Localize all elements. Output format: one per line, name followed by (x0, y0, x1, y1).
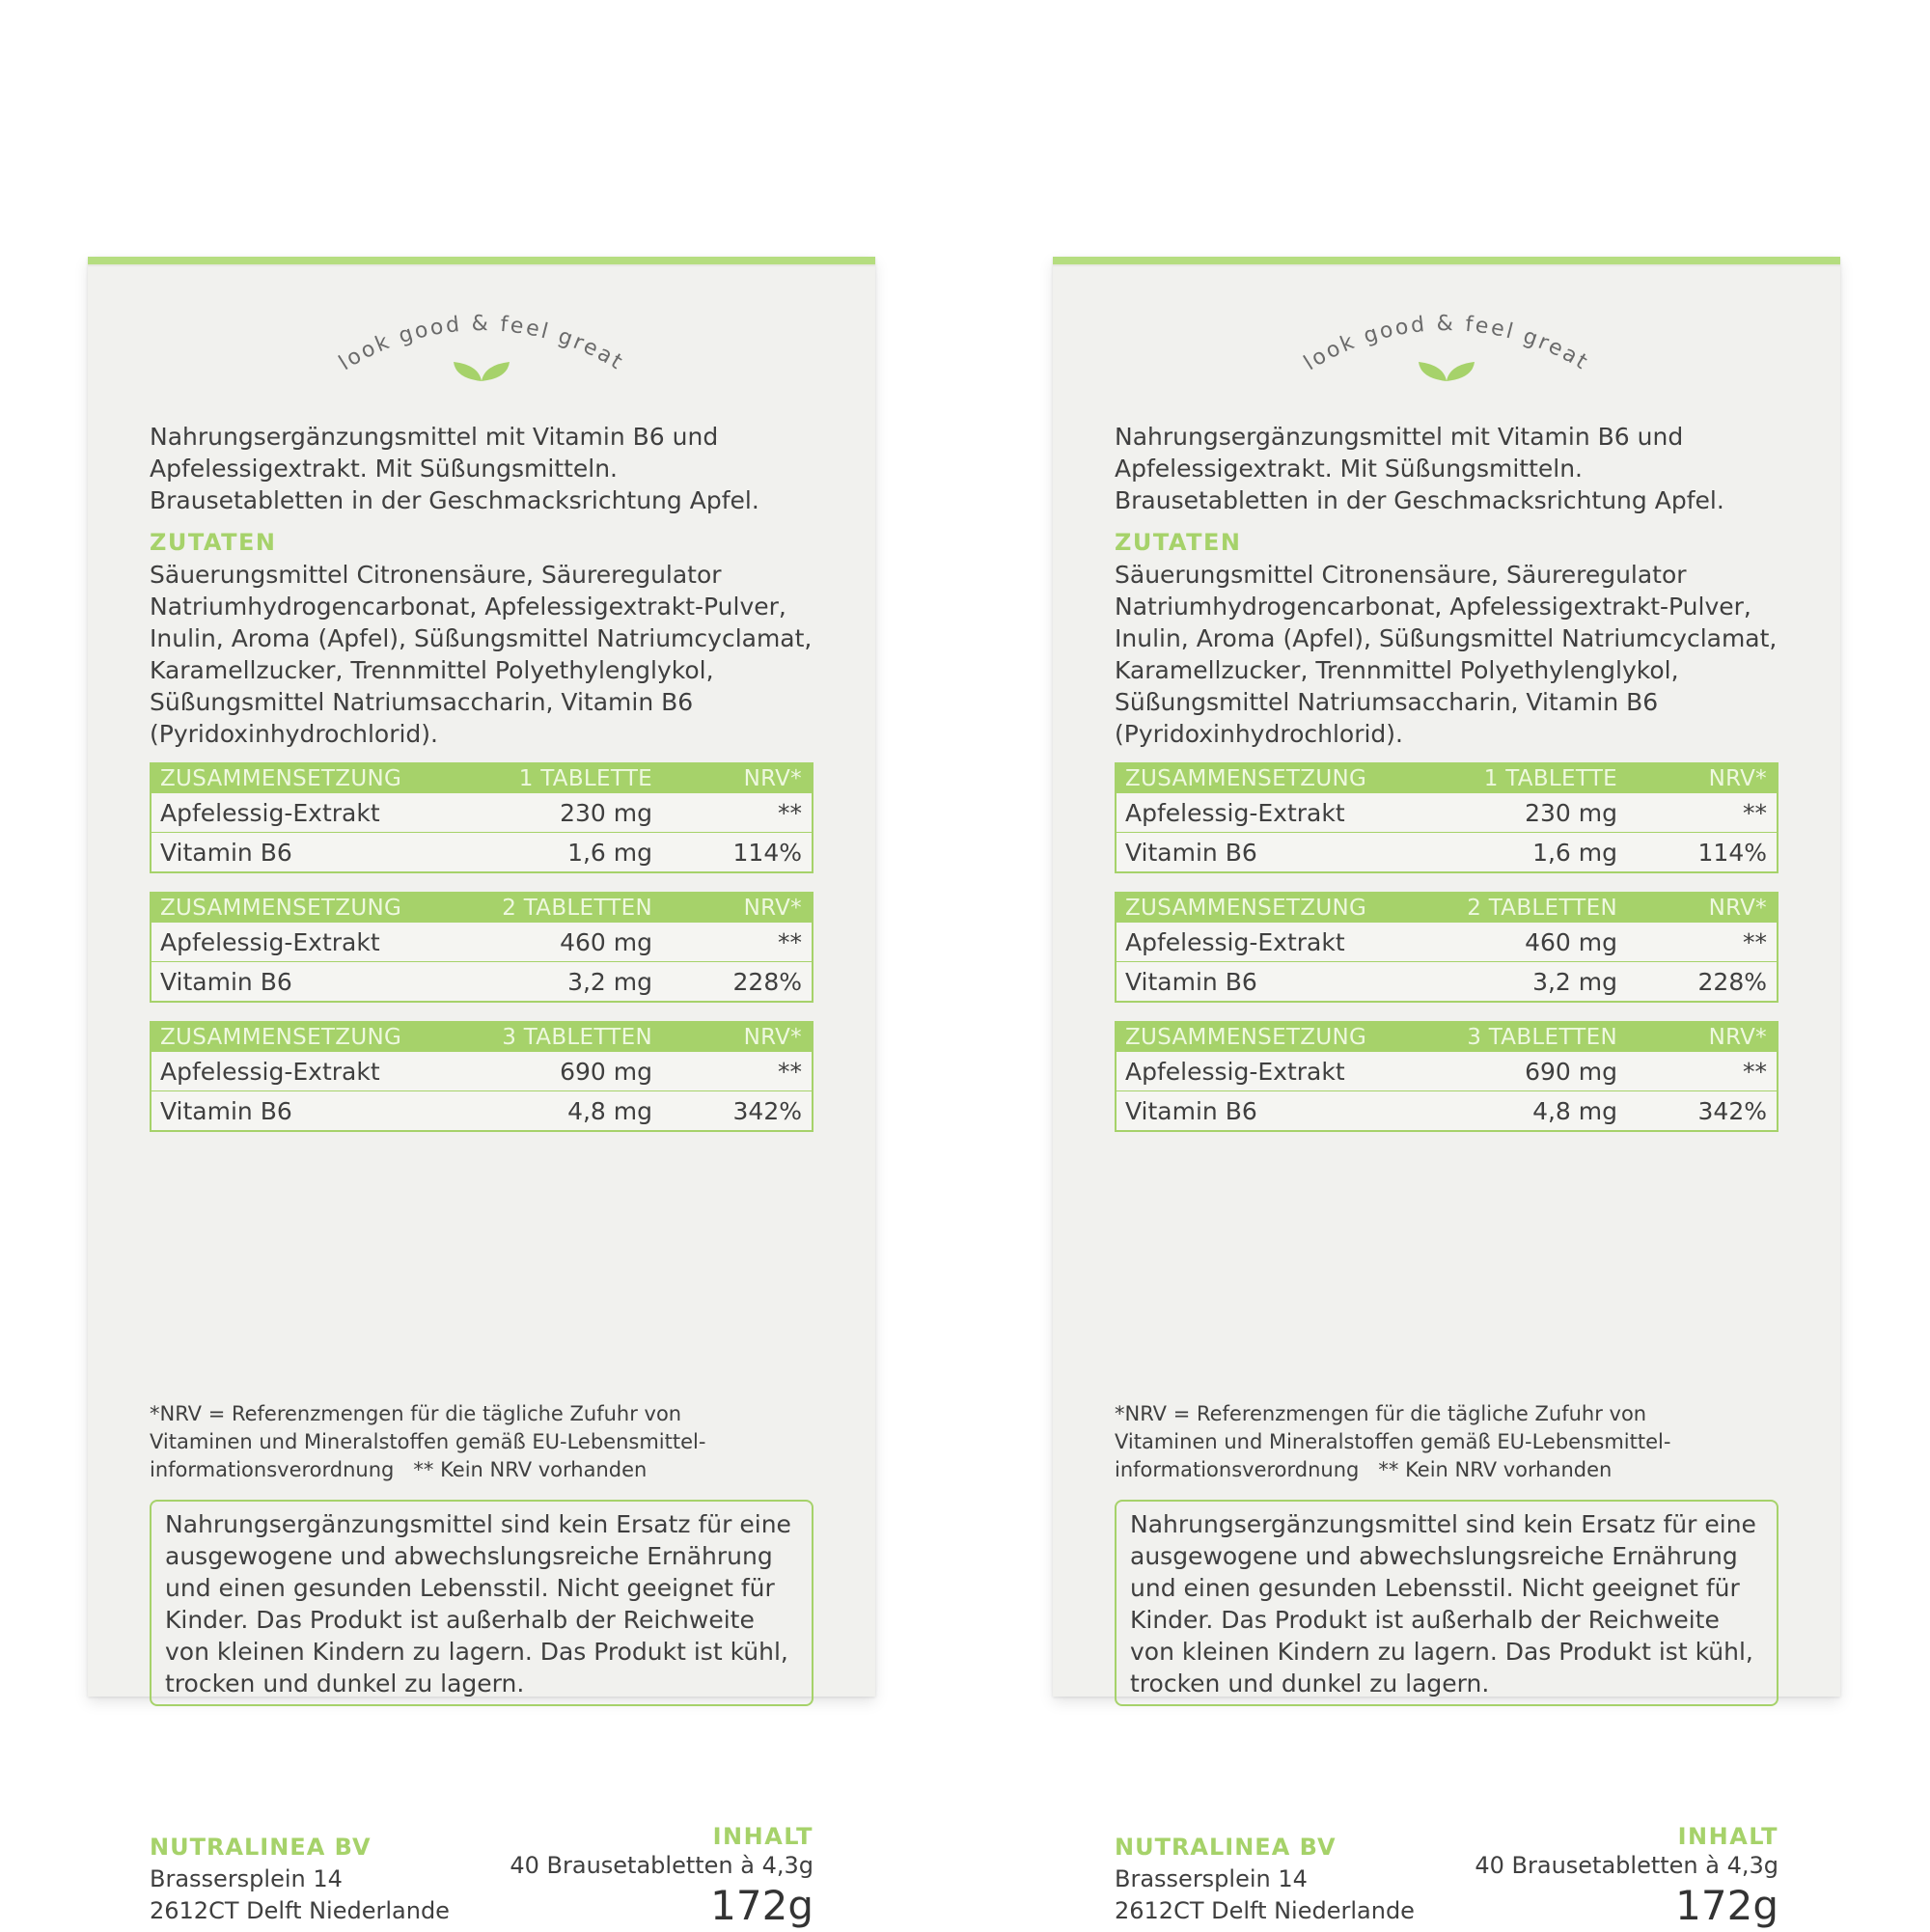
nrv-footnote (150, 1400, 813, 1484)
contents-label: INHALT (712, 1823, 813, 1850)
nutrient-amount: 4,8 mg (1532, 1096, 1617, 1125)
nutrient-name: Apfelessig-Extrakt (1125, 798, 1345, 827)
nutrient-nrv: 342% (732, 1096, 802, 1125)
slogan-logo (1053, 257, 1840, 392)
leaf-icon (454, 362, 510, 381)
footnote-line (1115, 1456, 1778, 1484)
nutrient-amount: 1,6 mg (1532, 838, 1617, 867)
nrv-footnote (1115, 1400, 1778, 1484)
nutrition-table-3-tablets (150, 1021, 813, 1132)
footnote-no-nrv: ** Kein NRV vorhanden (1378, 1458, 1613, 1481)
nutrient-nrv: 114% (732, 838, 802, 867)
company-street: Brassersplein 14 (1115, 1865, 1308, 1892)
nutrient-amount: 690 mg (560, 1057, 652, 1086)
slogan-logo (88, 257, 875, 392)
nutrient-name: Apfelessig-Extrakt (160, 1057, 380, 1086)
nutrient-amount: 230 mg (560, 798, 652, 827)
nutrient-name: Vitamin B6 (1125, 838, 1257, 867)
warning-notice: Nahrungsergänzungsmittel sind kein Ersatz für eine ausgewogene und abwechslungsreiche Ernährung und einen gesunden Lebensstil. Nicht geeignet für Kinder. Das Produkt ist außerhalb der Reichweite von kleinen Kindern zu lagern. Das Produkt ist kühl, trocken und dunkel zu lagern. (1115, 1500, 1778, 1706)
product-box-back-left (88, 257, 875, 1929)
nutrient-amount: 460 mg (560, 927, 652, 956)
company-street: Brassersplein 14 (150, 1865, 343, 1892)
nutrient-nrv: ** (1743, 1057, 1767, 1086)
ingredients-list: Säuerungsmittel Citronensäure, Säureregulator Natriumhydrogencarbonat, Apfelessigextrakt-Pulver, Inulin, Aroma (Apfel), Süßungsmittel Natriumcyclamat, Karamellzucker, Trennmittel Polyethylenglykol, Süßungsmittel Natriumsaccharin, Vitamin B6 (Pyridoxinhydrochlorid). (150, 561, 813, 748)
contents-description: 40 Brausetabletten à 4,3g (510, 1852, 813, 1879)
footnote-text: informationsverordnung (150, 1458, 395, 1481)
header-composition: ZUSAMMENSETZUNG (1125, 1025, 1367, 1050)
nutrient-nrv: ** (778, 927, 802, 956)
header-composition: ZUSAMMENSETZUNG (1125, 896, 1367, 921)
table-row (1117, 1091, 1777, 1130)
table-row (152, 1091, 812, 1130)
company-name: NUTRALINEA BV (150, 1834, 372, 1861)
warning-notice: Nahrungsergänzungsmittel sind kein Ersatz für eine ausgewogene und abwechslungsreiche Ernährung und einen gesunden Lebensstil. Nicht geeignet für Kinder. Das Produkt ist außerhalb der Reichweite von kleinen Kindern zu lagern. Das Produkt ist kühl, trocken und dunkel zu lagern. (150, 1500, 813, 1706)
header-dose: 1 TABLETTE (1483, 766, 1617, 791)
table-header (1117, 894, 1777, 923)
footnote-text: informationsverordnung (1115, 1458, 1360, 1481)
footnote-line: Vitaminen und Mineralstoffen gemäß EU-Lebensmittel- (1115, 1430, 1671, 1453)
header-nrv: NRV* (1708, 766, 1767, 791)
nutrient-amount: 1,6 mg (567, 838, 652, 867)
nutrition-table-3-tablets (1115, 1021, 1778, 1132)
table-header (1117, 1023, 1777, 1052)
table-row (1117, 1052, 1777, 1091)
table-row (1117, 962, 1777, 1001)
nutrient-nrv: 342% (1697, 1096, 1767, 1125)
nutrition-table-2-tablets (150, 892, 813, 1003)
nutrition-table-2-tablets (1115, 892, 1778, 1003)
slogan-text: look good & feel great (334, 312, 628, 376)
header-dose: 2 TABLETTEN (1467, 896, 1617, 921)
nutrient-name: Apfelessig-Extrakt (160, 798, 380, 827)
footnote-line: *NRV = Referenzmengen für die tägliche Zufuhr von (1115, 1402, 1647, 1425)
table-row (1117, 923, 1777, 962)
company-city: 2612CT Delft Niederlande (1115, 1897, 1415, 1924)
header-dose: 2 TABLETTEN (502, 896, 652, 921)
nutrient-amount: 4,8 mg (567, 1096, 652, 1125)
net-weight: 172g (710, 1882, 813, 1929)
product-description: Nahrungsergänzungsmittel mit Vitamin B6 und Apfelessigextrakt. Mit Süßungsmitteln. Brausetabletten in der Geschmacksrichtung Apfel. (1115, 423, 1724, 514)
nutrient-amount: 460 mg (1525, 927, 1617, 956)
nutrient-name: Vitamin B6 (160, 967, 292, 996)
nutrient-nrv: 114% (1697, 838, 1767, 867)
footnote-line: *NRV = Referenzmengen für die tägliche Zufuhr von (150, 1402, 682, 1425)
nutrient-nrv: ** (778, 1057, 802, 1086)
footnote-line: Vitaminen und Mineralstoffen gemäß EU-Lebensmittel- (150, 1430, 706, 1453)
contents-label: INHALT (1677, 1823, 1778, 1850)
table-header (152, 764, 812, 793)
footnote-line (150, 1456, 813, 1484)
contents-description: 40 Brausetabletten à 4,3g (1475, 1852, 1778, 1879)
header-composition: ZUSAMMENSETZUNG (160, 766, 402, 791)
product-box-back-right (1053, 257, 1840, 1929)
header-composition: ZUSAMMENSETZUNG (160, 1025, 402, 1050)
nutrient-nrv: ** (778, 798, 802, 827)
contents-info (1412, 1822, 1778, 1932)
leaf-icon (1419, 362, 1475, 381)
net-weight: 172g (1675, 1882, 1778, 1929)
contents-info (447, 1822, 813, 1932)
nutrient-nrv: 228% (1697, 967, 1767, 996)
nutrition-table-1-tablet (150, 762, 813, 873)
ingredients-title: ZUTATEN (150, 529, 277, 556)
nutrient-nrv: ** (1743, 798, 1767, 827)
header-nrv: NRV* (1708, 896, 1767, 921)
table-row (152, 833, 812, 871)
table-header (152, 894, 812, 923)
nutrient-name: Vitamin B6 (1125, 967, 1257, 996)
header-composition: ZUSAMMENSETZUNG (160, 896, 402, 921)
ingredients-list: Säuerungsmittel Citronensäure, Säureregulator Natriumhydrogencarbonat, Apfelessigextrakt-Pulver, Inulin, Aroma (Apfel), Süßungsmittel Natriumcyclamat, Karamellzucker, Trennmittel Polyethylenglykol, Süßungsmittel Natriumsaccharin, Vitamin B6 (Pyridoxinhydrochlorid). (1115, 561, 1778, 748)
nutrient-name: Vitamin B6 (1125, 1096, 1257, 1125)
header-composition: ZUSAMMENSETZUNG (1125, 766, 1367, 791)
nutrient-amount: 3,2 mg (1532, 967, 1617, 996)
header-nrv: NRV* (1708, 1025, 1767, 1050)
table-header (1117, 764, 1777, 793)
footnote-no-nrv: ** Kein NRV vorhanden (413, 1458, 648, 1481)
table-row (152, 962, 812, 1001)
header-nrv: NRV* (743, 896, 802, 921)
nutrient-amount: 230 mg (1525, 798, 1617, 827)
slogan-text: look good & feel great (1299, 312, 1593, 376)
header-nrv: NRV* (743, 1025, 802, 1050)
product-description: Nahrungsergänzungsmittel mit Vitamin B6 und Apfelessigextrakt. Mit Süßungsmitteln. Brausetabletten in der Geschmacksrichtung Apfel. (150, 423, 759, 514)
table-row (152, 923, 812, 962)
table-row (152, 793, 812, 833)
table-row (1117, 833, 1777, 871)
nutrient-name: Vitamin B6 (160, 1096, 292, 1125)
header-dose: 1 TABLETTE (518, 766, 652, 791)
company-city: 2612CT Delft Niederlande (150, 1897, 450, 1924)
header-dose: 3 TABLETTEN (1467, 1025, 1617, 1050)
ingredients-title: ZUTATEN (1115, 529, 1242, 556)
nutrient-amount: 3,2 mg (567, 967, 652, 996)
nutrient-name: Apfelessig-Extrakt (1125, 927, 1345, 956)
table-row (152, 1052, 812, 1091)
header-nrv: NRV* (743, 766, 802, 791)
nutrient-nrv: ** (1743, 927, 1767, 956)
company-name: NUTRALINEA BV (1115, 1834, 1337, 1861)
nutrient-nrv: 228% (732, 967, 802, 996)
nutrient-name: Vitamin B6 (160, 838, 292, 867)
nutrition-table-1-tablet (1115, 762, 1778, 873)
nutrient-name: Apfelessig-Extrakt (160, 927, 380, 956)
nutrient-amount: 690 mg (1525, 1057, 1617, 1086)
nutrient-name: Apfelessig-Extrakt (1125, 1057, 1345, 1086)
table-row (1117, 793, 1777, 833)
table-header (152, 1023, 812, 1052)
header-dose: 3 TABLETTEN (502, 1025, 652, 1050)
